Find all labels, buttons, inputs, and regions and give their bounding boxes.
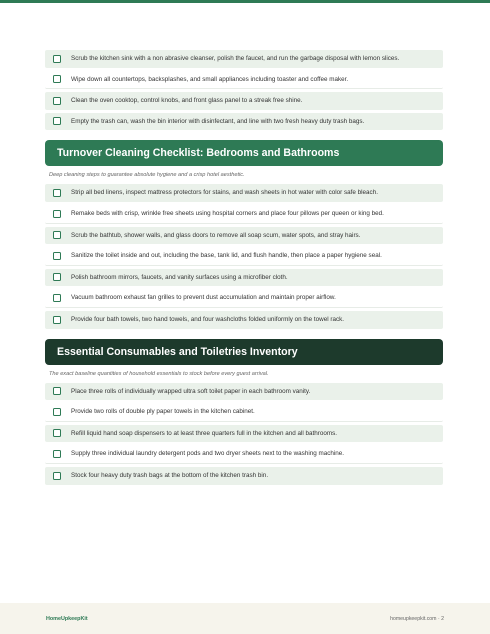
checkbox-icon[interactable] — [53, 429, 61, 437]
section-heading-bedrooms — [45, 140, 443, 166]
checkbox-icon[interactable] — [53, 273, 61, 281]
checkbox-icon[interactable] — [53, 387, 61, 395]
checklist-item-text: Provide two rolls of double ply paper towels in the kitchen cabinet. — [71, 408, 255, 416]
checklist-item[interactable] — [45, 50, 443, 68]
top-accent-rule — [0, 0, 490, 3]
checkbox-icon[interactable] — [53, 408, 61, 416]
bedrooms-checklist — [45, 184, 443, 328]
checkbox-icon[interactable] — [53, 316, 61, 324]
checklist-item-text: Stock four heavy duty trash bags at the bottom of the kitchen trash bin. — [71, 471, 269, 479]
checklist-item[interactable] — [45, 71, 443, 90]
consumables-checklist — [45, 383, 443, 485]
checklist-item[interactable] — [45, 269, 443, 287]
checkbox-icon[interactable] — [53, 252, 61, 260]
checkbox-icon[interactable] — [53, 117, 61, 125]
checklist-item-text: Place three rolls of individually wrapped ultra soft toilet paper in each bathroom vanity. — [71, 387, 311, 395]
checklist-item-text: Refill liquid hand soap dispensers to at least three quarters full in the kitchen and all bathrooms. — [71, 429, 338, 437]
checkbox-icon[interactable] — [53, 97, 61, 105]
checkbox-icon[interactable] — [53, 189, 61, 197]
checkbox-icon[interactable] — [53, 450, 61, 458]
page-footer — [0, 603, 490, 634]
checkbox-icon[interactable] — [53, 55, 61, 63]
checklist-item-text: Scrub the kitchen sink with a non abrasive cleanser, polish the faucet, and run the garbage disposal with lemon slices. — [71, 55, 400, 62]
checklist-item-text: Remake beds with crisp, wrinkle free sheets using hospital corners and place four pillows per queen or king bed. — [71, 209, 384, 217]
checkbox-icon[interactable] — [53, 75, 61, 83]
footer-brand: HomeUpkeepKit — [46, 615, 88, 622]
checklist-item-text: Supply three individual laundry detergent pods and two dryer sheets next to the washing machine. — [71, 450, 345, 458]
checklist-item-text: Scrub the bathtub, shower walls, and glass doors to remove all soap scum, water spots, and stray hairs. — [71, 231, 361, 239]
checklist-item[interactable] — [45, 113, 443, 131]
section-subtitle: The exact baseline quantities of household essentials to stock before every guest arrival. — [49, 370, 269, 377]
section-heading-text: Turnover Cleaning Checklist: Bedrooms and Bathrooms — [57, 147, 340, 160]
section-subtitle: Deep cleaning steps to guarantee absolute hygiene and a crisp hotel aesthetic. — [49, 172, 245, 179]
checklist-item-text: Empty the trash can, wash the bin interior with disinfectant, and line with two fresh heavy duty trash bags. — [71, 117, 365, 125]
checklist-item-text: Clean the oven cooktop, control knobs, and front glass panel to a streak free shine. — [71, 97, 303, 105]
checkbox-icon[interactable] — [53, 210, 61, 218]
checklist-item-text: Provide four bath towels, two hand towels, and four washcloths folded uniformly on the towel rack. — [71, 315, 345, 323]
checklist-item-text: Polish bathroom mirrors, faucets, and vanity surfaces using a microfiber cloth. — [71, 273, 288, 281]
checklist-item[interactable] — [45, 289, 443, 308]
checklist-item[interactable] — [45, 403, 443, 422]
checklist-item[interactable] — [45, 445, 443, 464]
checklist-item-text: Strip all bed linens, inspect mattress protectors for stains, and wash sheets in hot water with color safe bleach. — [71, 189, 378, 197]
checklist-item-text: Sanitize the toilet inside and out, including the base, tank lid, and flush handle, then place a paper hygiene seal. — [71, 252, 382, 260]
footer-site-page: homeupkeepkit.com · 2 — [390, 615, 444, 622]
kitchen-checklist — [45, 50, 443, 130]
checklist-item[interactable] — [45, 467, 443, 485]
checklist-item[interactable] — [45, 247, 443, 266]
checkbox-icon[interactable] — [53, 231, 61, 239]
section-heading-text: Essential Consumables and Toiletries Inventory — [57, 345, 298, 358]
checklist-item-text: Vacuum bathroom exhaust fan grilles to prevent dust accumulation and maintain proper airflow. — [71, 294, 336, 302]
checklist-item[interactable] — [45, 184, 443, 202]
checklist-item-text: Wipe down all countertops, backsplashes, and small appliances including toaster and coffee maker. — [71, 75, 349, 83]
checklist-item[interactable] — [45, 425, 443, 443]
checklist-item[interactable] — [45, 227, 443, 245]
checklist-item[interactable] — [45, 205, 443, 224]
checkbox-icon[interactable] — [53, 472, 61, 480]
page-content — [45, 50, 443, 485]
checklist-item[interactable] — [45, 311, 443, 329]
section-heading-consumables — [45, 339, 443, 365]
checkbox-icon[interactable] — [53, 294, 61, 302]
checklist-item[interactable] — [45, 383, 443, 401]
checklist-item[interactable] — [45, 92, 443, 110]
